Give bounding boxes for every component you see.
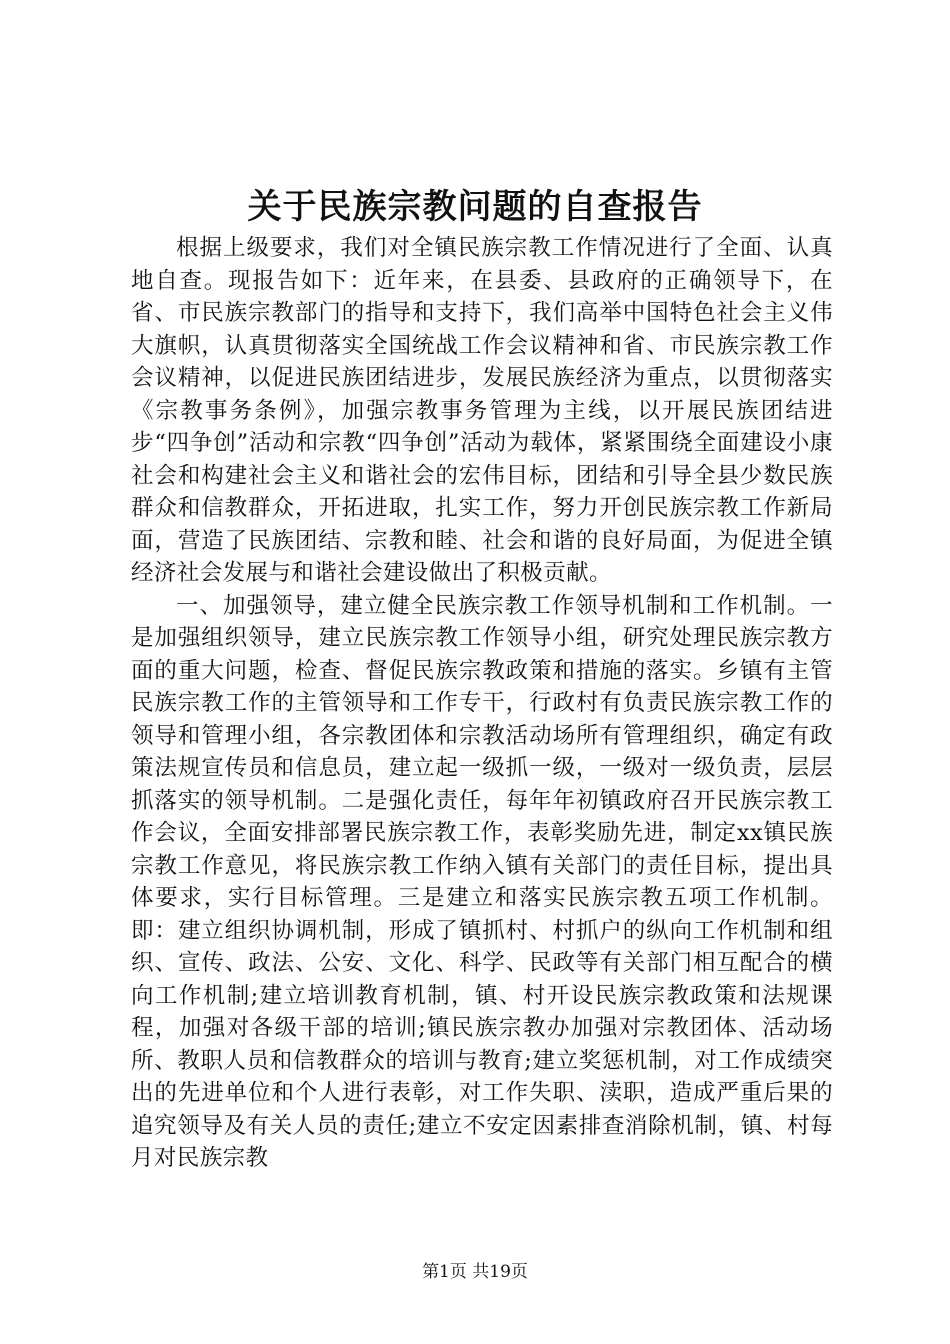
document-title: 关于民族宗教问题的自查报告	[247, 187, 703, 227]
page-number-footer: 第1页 共19页	[422, 1262, 528, 1282]
paragraph-intro: 根据上级要求，我们对全镇民族宗教工作情况进行了全面、认真地自查。现报告如下：近年来，在县委、县政府的正确领导下，在省、市民族宗教部门的指导和支持下，我们高举中国特色社会主义伟大旗帜，认真贯彻落实全国统战工作会议精神和省、市民族宗教工作会议精神，以促进民族团结进步，发展民族经济为重点，以贯彻落实《宗教事务条例》，加强宗教事务管理为主线，以开展民族团结进步“四争创”活动和宗教“四争创”活动为载体，紧紧围绕全面建设小康社会和构建社会主义和谐社会的宏伟目标，团结和引导全县少数民族群众和信教群众，开拓进取，扎实工作，努力开创民族宗教工作新局面，营造了民族团结、宗教和睦、社会和谐的良好局面，为促进全镇经济社会发展与和谐社会建设做出了积极贡献。	[131, 235, 833, 586]
document-body	[131, 232, 833, 1175]
paragraph-section-one: 一、加强领导，建立健全民族宗教工作领导机制和工作机制。一是加强组织领导，建立民族宗教工作领导小组，研究处理民族宗教方面的重大问题，检查、督促民族宗教政策和措施的落实。乡镇有主管民族宗教工作的主管领导和工作专干，行政村有负责民族宗教工作的领导和管理小组，各宗教团体和宗教活动场所有管理组织，确定有政策法规宣传员和信息员，建立起一级抓一级，一级对一级负责，层层抓落实的领导机制。二是强化责任，每年年初镇政府召开民族宗教工作会议，全面安排部署民族宗教工作，表彰奖励先进，制定xx镇民族宗教工作意见，将民族宗教工作纳入镇有关部门的责任目标，提出具体要求，实行目标管理。三是建立和落实民族宗教五项工作机制。即：建立组织协调机制，形成了镇抓村、村抓户的纵向工作机制和组织、宣传、政法、公安、文化、科学、民政等有关部门相互配合的横向工作机制;建立培训教育机制，镇、村开设民族宗教政策和法规课程，加强对各级干部的培训;镇民族宗教办加强对宗教团体、活动场所、教职人员和信教群众的培训与教育;建立奖惩机制，对工作成绩突出的先进单位和个人进行表彰，对工作失职、渎职，造成严重后果的追究领导及有关人员的责任;建立不安定因素排查消除机制，镇、村每月对民族宗教	[131, 592, 833, 1171]
